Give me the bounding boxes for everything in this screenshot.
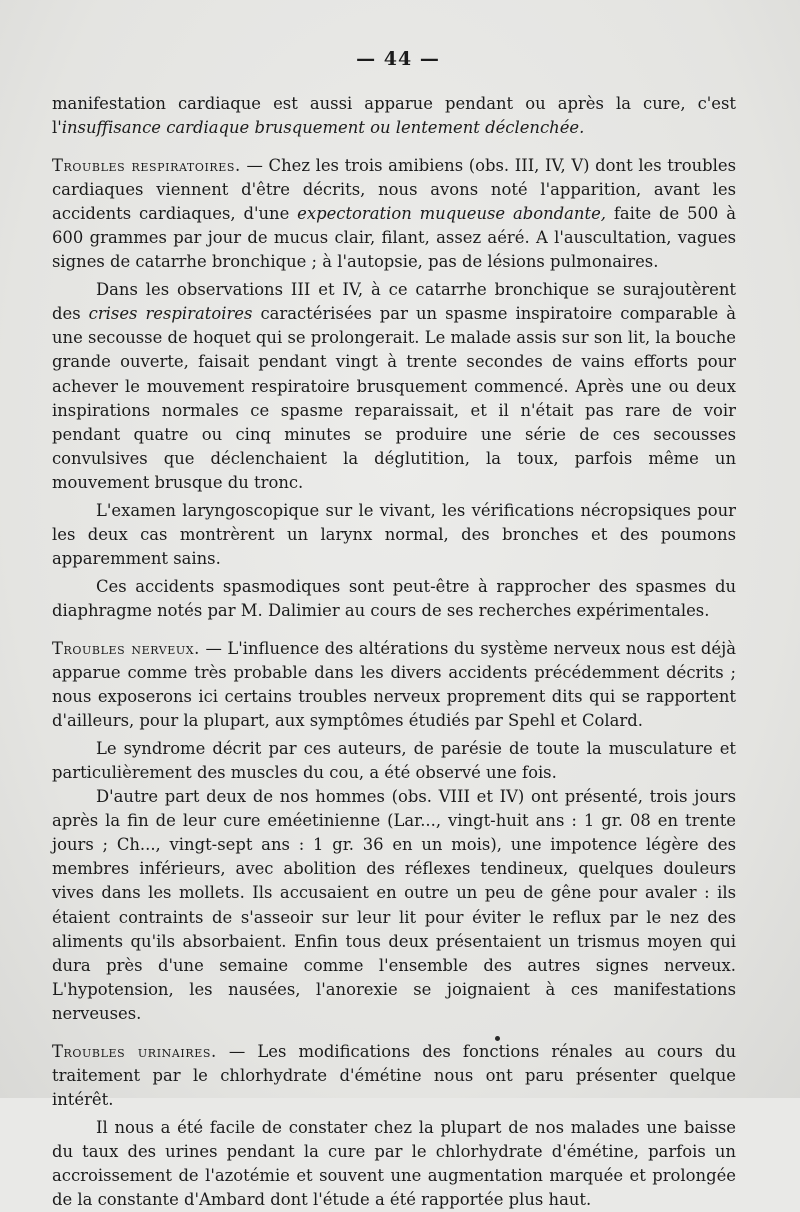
- respiratory-section-paragraph-1: [52, 154, 736, 274]
- respiratory-p2-italic: crises respiratoires: [88, 304, 253, 324]
- respiratory-section-paragraph-4: Ces accidents spasmodiques sont peut-être à rapprocher des spasmes du diaphragme notés par M. Dalimier au cours de ses recherches expérimentales.: [52, 576, 736, 620]
- intro-text: manifestation cardiaque est aussi apparue pendant ou après la cure, c'est l': [52, 94, 736, 138]
- intro-italic: insuffisance cardiaque brusquement ou lentement déclenchée.: [61, 118, 585, 138]
- respiratory-heading: Troubles respiratoires.: [52, 156, 241, 176]
- urinary-heading: Troubles urinaires.: [52, 1041, 217, 1061]
- body-text: [52, 92, 736, 1212]
- respiratory-p2-text-b: caractérisées par un spasme inspiratoire comparable à une secousse de hoquet qui se prolongerait. Le malade assis sur son lit, la bouche grande ouverte, faisait pendant vingt à trente secondes de vains efforts pour achever le mouvement respiratoire brusquement commencé. Après une ou deux inspirations normales ce spasme reparaissait, et il n'était pas rare de voir pendant quatre ou cinq minutes se produire une série de ces secousses convulsives que déclenchaient la déglutition, la toux, parfois même un mouvement brusque du tronc.: [52, 304, 736, 492]
- nervous-section-paragraph-2: Le syndrome décrit par ces auteurs, de parésie de toute la musculature et particulièrement des muscles du cou, a été observé une fois.: [52, 739, 736, 783]
- nervous-p1-text: — L'influence des altérations du système nerveux nous est déjà apparue comme très probable dans les divers accidents précédemment décrits ; nous exposerons ici certains troubles nerveux proprement dits qui se rapportent d'ailleurs, pour la plupart, aux symptômes étudiés par Spehl et Colard.: [52, 638, 736, 731]
- intro-paragraph: [52, 92, 736, 140]
- respiratory-p2-text-a: Dans les observations III et IV, à ce catarrhe bronchique se surajoutèrent des: [52, 280, 736, 324]
- nervous-section-paragraph-1: [52, 637, 736, 733]
- ink-dot-mark: [495, 1036, 500, 1041]
- nervous-heading: Troubles nerveux.: [52, 638, 200, 658]
- urinary-p1-text: — Les modifications des fonctions rénales au cours du traitement par le chlorhydrate d'émétine nous ont paru présenter quelque intérêt.: [52, 1041, 736, 1109]
- urinary-section-paragraph-2: Il nous a été facile de constater chez la plupart de nos malades une baisse du taux des urines pendant la cure par le chlorhydrate d'émétine, parfois un accroissement de l'azotémie et souvent une augmentation marquée et prolongée de la constante d'Ambard dont l'étude a été rapportée plus haut.: [52, 1117, 736, 1210]
- respiratory-section-paragraph-3: L'examen laryngoscopique sur le vivant, les vérifications nécropsiques pour les deux cas montrèrent un larynx normal, des bronches et des poumons apparemment sains.: [52, 500, 736, 568]
- page-number: — 44 —: [356, 48, 440, 70]
- respiratory-p1-italic: expectoration muqueuse abondante,: [297, 204, 606, 224]
- urinary-section-paragraph-1: [52, 1040, 736, 1112]
- respiratory-section-paragraph-2: [52, 278, 736, 494]
- respiratory-p1-text-b: faite de 500 à 600 grammes par jour de mucus clair, filant, assez aéré. A l'auscultation, vagues signes de catarrhe bronchique ; à l'autopsie, pas de lésions pulmonaires.: [52, 204, 736, 272]
- nervous-section-paragraph-3: D'autre part deux de nos hommes (obs. VIII et IV) ont présenté, trois jours après la fin de leur cure eméetinienne (Lar..., vingt-huit ans : 1 gr. 08 en trente jours ; Ch..., vingt-sept ans : 1 gr. 36 en un mois), une impotence légère des membres inférieurs, avec abolition des réflexes tendineux, quelques douleurs vives dans les mollets. Ils accusaient en outre un peu de gêne pour avaler : ils étaient contraints de s'asseoir sur leur lit pour éviter le reflux par le nez des aliments qu'ils absorbaient. Enfin tous deux présentaient un trismus moyen qui dura près d'une semaine comme l'ensemble des autres signes nerveux. L'hypotension, les nausées, l'anorexie se joignaient à ces manifestations nerveuses.: [52, 787, 736, 1023]
- respiratory-p1-text-a: — Chez les trois amibiens (obs. III, IV, V) dont les troubles cardiaques viennent d'être décrits, nous avons noté l'apparition, avant les accidents cardiaques, d'une: [52, 156, 736, 224]
